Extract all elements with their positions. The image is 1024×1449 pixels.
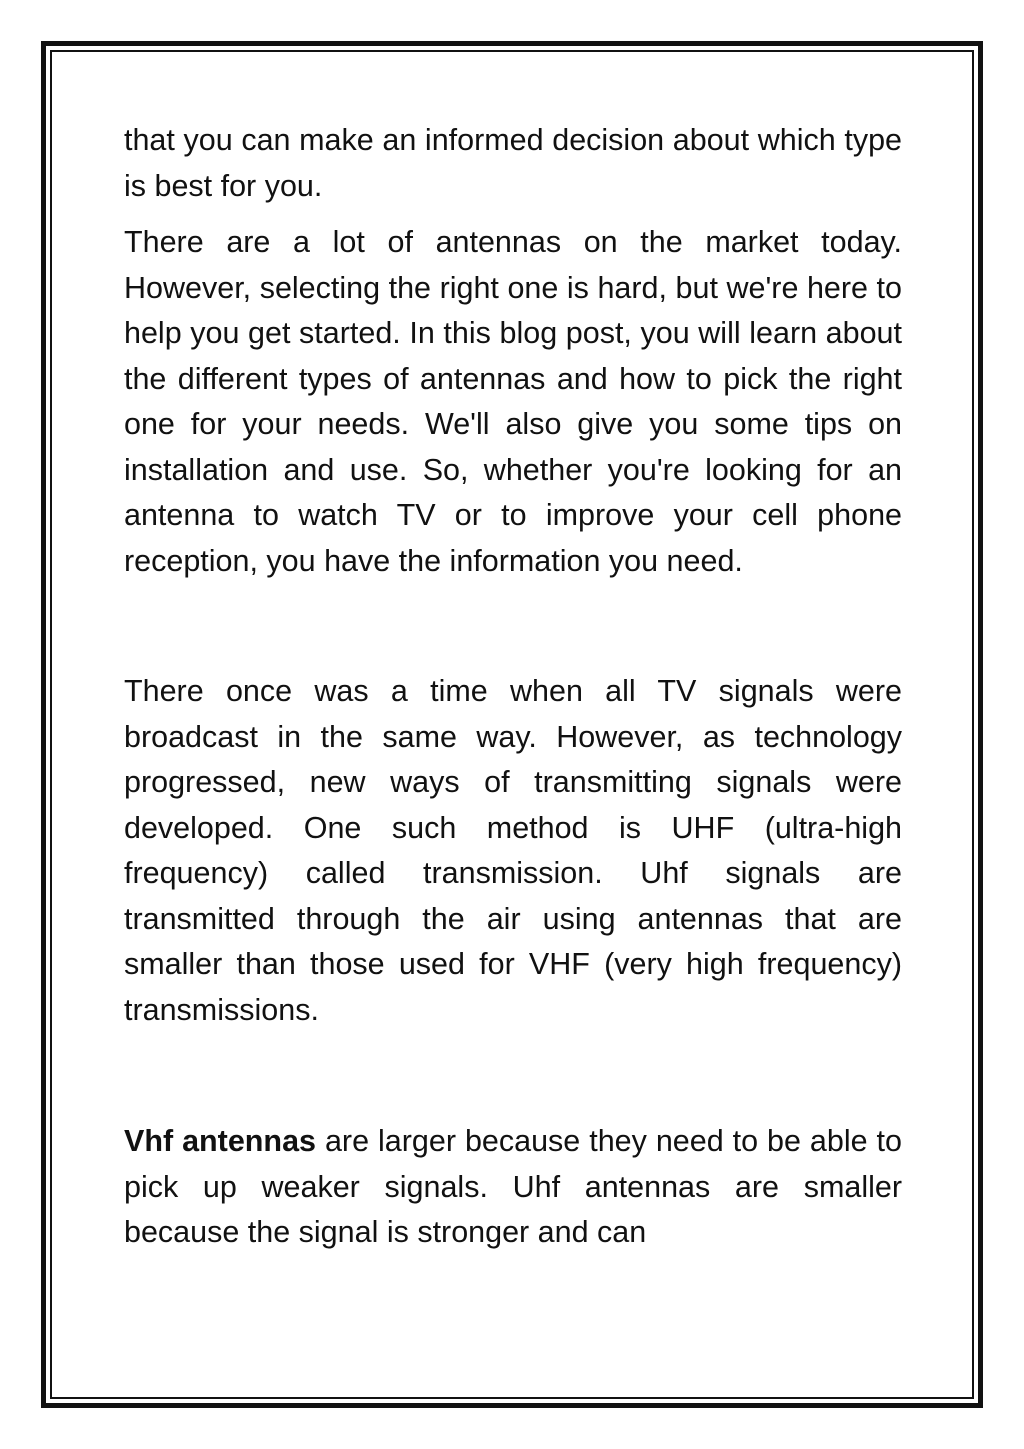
paragraph-vhf-text: are larger because they need to be able to pick up weaker signals. Uhf antennas are smaller because the signal is stronger and can bbox=[124, 1124, 902, 1249]
paragraph-intro-continuation: that you can make an informed decision about which type is best for you. bbox=[124, 123, 902, 203]
bold-lead-vhf-antennas: Vhf antennas bbox=[124, 1124, 316, 1158]
paragraph-vhf-antennas bbox=[124, 1119, 902, 1256]
paragraph-uhf-history: There once was a time when all TV signals were broadcast in the same way. However, as technology progressed, new ways of transmitting signals were developed. One such method is UHF (ultra-high frequency) called transmission. Uhf signals are transmitted through the air using antennas that are smaller than those used for VHF (very high frequency) transmissions. bbox=[124, 674, 902, 1027]
page-body bbox=[124, 118, 902, 1256]
paragraph-antenna-overview: There are a lot of antennas on the market today. However, selecting the right one is hard, but we're here to help you get started. In this blog post, you will learn about the different types of antennas and how to pick the right one for your needs. We'll also give you some tips on installation and use. So, whether you're looking for an antenna to watch TV or to improve your cell phone reception, you have the information you need. bbox=[124, 225, 902, 578]
